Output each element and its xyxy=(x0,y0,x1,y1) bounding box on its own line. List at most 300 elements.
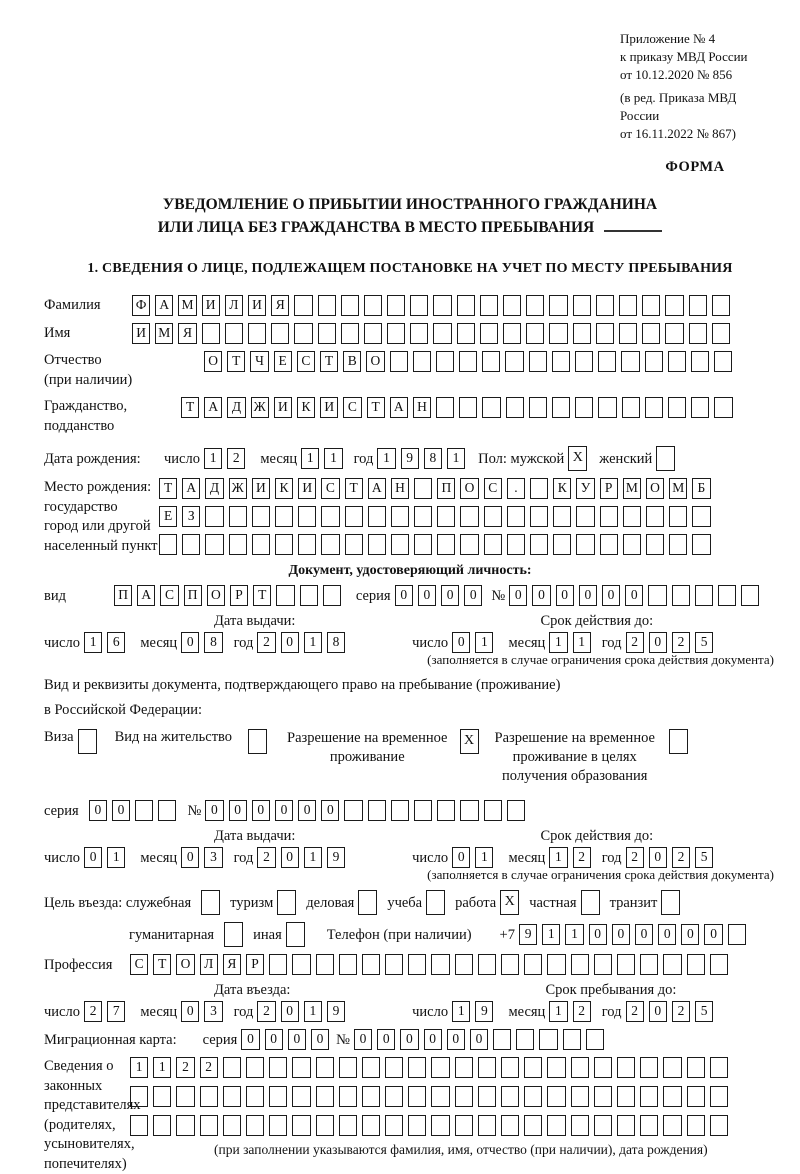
char-cell[interactable] xyxy=(294,323,312,344)
char-cell[interactable] xyxy=(600,506,618,527)
char-cell[interactable] xyxy=(269,954,287,975)
char-cell[interactable] xyxy=(526,323,544,344)
char-cell[interactable]: И xyxy=(202,295,220,316)
char-cell[interactable]: 1 xyxy=(304,1001,322,1022)
char-cell[interactable]: И xyxy=(298,478,316,499)
temp-residence-checkbox[interactable]: X xyxy=(460,729,479,754)
char-cell[interactable]: 5 xyxy=(695,632,713,653)
char-cell[interactable] xyxy=(598,351,616,372)
char-cell[interactable] xyxy=(153,1115,171,1136)
char-cell[interactable] xyxy=(493,1029,511,1050)
char-cell[interactable]: 2 xyxy=(227,448,245,469)
char-cell[interactable]: 1 xyxy=(301,448,319,469)
char-cell[interactable] xyxy=(594,954,612,975)
char-cell[interactable] xyxy=(718,585,736,606)
char-cell[interactable]: 0 xyxy=(400,1029,418,1050)
birth-month-field[interactable] xyxy=(301,448,347,469)
char-cell[interactable] xyxy=(298,534,316,555)
char-cell[interactable]: Н xyxy=(413,397,431,418)
char-cell[interactable] xyxy=(294,295,312,316)
char-cell[interactable] xyxy=(385,1057,403,1078)
char-cell[interactable]: 1 xyxy=(549,847,567,868)
char-cell[interactable] xyxy=(617,1057,635,1078)
char-cell[interactable] xyxy=(594,1057,612,1078)
name-field[interactable] xyxy=(132,323,735,344)
char-cell[interactable]: 0 xyxy=(418,585,436,606)
char-cell[interactable] xyxy=(691,351,709,372)
char-cell[interactable]: 1 xyxy=(573,632,591,653)
char-cell[interactable] xyxy=(130,1086,148,1107)
char-cell[interactable] xyxy=(292,1115,310,1136)
char-cell[interactable]: 2 xyxy=(257,1001,275,1022)
char-cell[interactable] xyxy=(619,323,637,344)
char-cell[interactable]: 0 xyxy=(441,585,459,606)
char-cell[interactable]: 0 xyxy=(452,632,470,653)
char-cell[interactable] xyxy=(622,397,640,418)
char-cell[interactable] xyxy=(687,1086,705,1107)
char-cell[interactable] xyxy=(507,506,525,527)
char-cell[interactable]: И xyxy=(248,295,266,316)
char-cell[interactable]: 1 xyxy=(549,632,567,653)
char-cell[interactable]: 3 xyxy=(204,1001,222,1022)
char-cell[interactable] xyxy=(576,534,594,555)
char-cell[interactable]: О xyxy=(207,585,225,606)
citizenship-field[interactable] xyxy=(181,397,738,418)
char-cell[interactable] xyxy=(460,506,478,527)
char-cell[interactable] xyxy=(524,1115,542,1136)
char-cell[interactable]: 0 xyxy=(377,1029,395,1050)
char-cell[interactable] xyxy=(385,1086,403,1107)
char-cell[interactable] xyxy=(691,397,709,418)
char-cell[interactable]: 2 xyxy=(200,1057,218,1078)
char-cell[interactable]: 0 xyxy=(252,800,270,821)
char-cell[interactable] xyxy=(158,800,176,821)
char-cell[interactable] xyxy=(385,1115,403,1136)
char-cell[interactable]: 2 xyxy=(626,847,644,868)
char-cell[interactable] xyxy=(665,295,683,316)
entry-day[interactable] xyxy=(84,1001,130,1022)
char-cell[interactable]: С xyxy=(484,478,502,499)
char-cell[interactable] xyxy=(687,1057,705,1078)
char-cell[interactable] xyxy=(576,506,594,527)
char-cell[interactable]: Р xyxy=(230,585,248,606)
char-cell[interactable]: 5 xyxy=(695,847,713,868)
char-cell[interactable]: 0 xyxy=(424,1029,442,1050)
char-cell[interactable] xyxy=(669,534,687,555)
char-cell[interactable]: 2 xyxy=(672,1001,690,1022)
doc-issue-day[interactable] xyxy=(84,632,130,653)
char-cell[interactable] xyxy=(159,534,177,555)
char-cell[interactable] xyxy=(642,295,660,316)
char-cell[interactable] xyxy=(529,351,547,372)
char-cell[interactable]: Ж xyxy=(229,478,247,499)
char-cell[interactable] xyxy=(530,506,548,527)
char-cell[interactable] xyxy=(663,1115,681,1136)
char-cell[interactable] xyxy=(640,1115,658,1136)
char-cell[interactable] xyxy=(640,954,658,975)
char-cell[interactable] xyxy=(345,506,363,527)
char-cell[interactable]: Б xyxy=(692,478,710,499)
char-cell[interactable] xyxy=(298,506,316,527)
char-cell[interactable]: А xyxy=(155,295,173,316)
char-cell[interactable] xyxy=(408,1057,426,1078)
char-cell[interactable] xyxy=(200,1115,218,1136)
char-cell[interactable] xyxy=(153,1086,171,1107)
char-cell[interactable] xyxy=(345,534,363,555)
char-cell[interactable] xyxy=(410,295,428,316)
char-cell[interactable]: 0 xyxy=(311,1029,329,1050)
char-cell[interactable]: Т xyxy=(159,478,177,499)
char-cell[interactable]: 0 xyxy=(84,847,102,868)
char-cell[interactable] xyxy=(368,534,386,555)
char-cell[interactable]: 1 xyxy=(452,1001,470,1022)
char-cell[interactable]: 0 xyxy=(579,585,597,606)
char-cell[interactable] xyxy=(391,506,409,527)
char-cell[interactable] xyxy=(339,1057,357,1078)
char-cell[interactable]: 0 xyxy=(241,1029,259,1050)
sex-female-checkbox[interactable] xyxy=(656,446,675,471)
char-cell[interactable] xyxy=(271,323,289,344)
char-cell[interactable]: А xyxy=(390,397,408,418)
char-cell[interactable] xyxy=(571,1115,589,1136)
profession-field[interactable] xyxy=(130,954,733,975)
char-cell[interactable] xyxy=(368,800,386,821)
char-cell[interactable] xyxy=(292,1086,310,1107)
char-cell[interactable]: С xyxy=(160,585,178,606)
char-cell[interactable] xyxy=(573,295,591,316)
char-cell[interactable]: С xyxy=(130,954,148,975)
purpose-humanitarian-checkbox[interactable] xyxy=(224,922,243,947)
char-cell[interactable] xyxy=(318,323,336,344)
char-cell[interactable] xyxy=(364,295,382,316)
char-cell[interactable] xyxy=(316,1115,334,1136)
char-cell[interactable]: 0 xyxy=(556,585,574,606)
char-cell[interactable] xyxy=(501,1115,519,1136)
char-cell[interactable]: Е xyxy=(159,506,177,527)
char-cell[interactable] xyxy=(414,478,432,499)
char-cell[interactable]: 2 xyxy=(176,1057,194,1078)
char-cell[interactable] xyxy=(714,351,732,372)
char-cell[interactable] xyxy=(410,323,428,344)
char-cell[interactable] xyxy=(484,506,502,527)
surname-field[interactable] xyxy=(132,295,735,316)
char-cell[interactable] xyxy=(516,1029,534,1050)
char-cell[interactable]: 9 xyxy=(475,1001,493,1022)
char-cell[interactable]: 0 xyxy=(229,800,247,821)
char-cell[interactable] xyxy=(459,397,477,418)
entry-year[interactable] xyxy=(257,1001,350,1022)
char-cell[interactable]: Я xyxy=(223,954,241,975)
char-cell[interactable]: 7 xyxy=(107,1001,125,1022)
char-cell[interactable]: 2 xyxy=(257,847,275,868)
char-cell[interactable] xyxy=(621,351,639,372)
char-cell[interactable] xyxy=(205,506,223,527)
char-cell[interactable]: 1 xyxy=(84,632,102,653)
patronymic-field[interactable] xyxy=(204,351,737,372)
char-cell[interactable] xyxy=(275,534,293,555)
char-cell[interactable]: 8 xyxy=(204,632,222,653)
resid-series-field[interactable] xyxy=(89,800,182,821)
char-cell[interactable] xyxy=(269,1086,287,1107)
char-cell[interactable] xyxy=(362,954,380,975)
char-cell[interactable]: 1 xyxy=(304,847,322,868)
char-cell[interactable] xyxy=(571,1057,589,1078)
char-cell[interactable]: 2 xyxy=(626,1001,644,1022)
char-cell[interactable]: 2 xyxy=(672,632,690,653)
char-cell[interactable]: М xyxy=(623,478,641,499)
visa-checkbox[interactable] xyxy=(78,729,97,754)
char-cell[interactable] xyxy=(547,1057,565,1078)
char-cell[interactable] xyxy=(549,295,567,316)
char-cell[interactable] xyxy=(712,323,730,344)
char-cell[interactable]: 0 xyxy=(658,924,676,945)
char-cell[interactable] xyxy=(431,954,449,975)
char-cell[interactable]: 2 xyxy=(573,1001,591,1022)
char-cell[interactable] xyxy=(530,534,548,555)
char-cell[interactable]: 0 xyxy=(612,924,630,945)
doc-number-field[interactable] xyxy=(509,585,764,606)
char-cell[interactable] xyxy=(547,1086,565,1107)
char-cell[interactable] xyxy=(617,1115,635,1136)
char-cell[interactable] xyxy=(594,1115,612,1136)
char-cell[interactable] xyxy=(321,534,339,555)
char-cell[interactable]: 0 xyxy=(395,585,413,606)
char-cell[interactable] xyxy=(668,351,686,372)
char-cell[interactable]: А xyxy=(137,585,155,606)
char-cell[interactable] xyxy=(524,954,542,975)
char-cell[interactable]: Р xyxy=(246,954,264,975)
resid-issue-day[interactable] xyxy=(84,847,130,868)
char-cell[interactable]: 0 xyxy=(275,800,293,821)
char-cell[interactable]: 8 xyxy=(327,632,345,653)
char-cell[interactable]: А xyxy=(182,478,200,499)
char-cell[interactable]: Т xyxy=(227,351,245,372)
char-cell[interactable]: Ж xyxy=(251,397,269,418)
char-cell[interactable] xyxy=(575,397,593,418)
char-cell[interactable] xyxy=(695,585,713,606)
char-cell[interactable]: 2 xyxy=(257,632,275,653)
char-cell[interactable] xyxy=(617,954,635,975)
char-cell[interactable] xyxy=(431,1057,449,1078)
char-cell[interactable]: О xyxy=(646,478,664,499)
char-cell[interactable] xyxy=(130,1115,148,1136)
char-cell[interactable]: 2 xyxy=(672,847,690,868)
char-cell[interactable] xyxy=(480,295,498,316)
char-cell[interactable] xyxy=(689,295,707,316)
char-cell[interactable] xyxy=(712,295,730,316)
char-cell[interactable]: 0 xyxy=(112,800,130,821)
purpose-private-checkbox[interactable] xyxy=(581,890,600,915)
char-cell[interactable] xyxy=(460,534,478,555)
char-cell[interactable] xyxy=(539,1029,557,1050)
char-cell[interactable] xyxy=(223,1086,241,1107)
char-cell[interactable] xyxy=(457,323,475,344)
char-cell[interactable]: Т xyxy=(153,954,171,975)
char-cell[interactable] xyxy=(246,1057,264,1078)
char-cell[interactable]: 0 xyxy=(681,924,699,945)
temp-residence-edu-checkbox[interactable] xyxy=(669,729,688,754)
char-cell[interactable] xyxy=(689,323,707,344)
char-cell[interactable] xyxy=(414,534,432,555)
char-cell[interactable]: 0 xyxy=(704,924,722,945)
char-cell[interactable] xyxy=(648,585,666,606)
char-cell[interactable]: 0 xyxy=(281,847,299,868)
char-cell[interactable] xyxy=(552,351,570,372)
char-cell[interactable]: 0 xyxy=(281,632,299,653)
char-cell[interactable] xyxy=(408,1086,426,1107)
char-cell[interactable] xyxy=(501,1086,519,1107)
char-cell[interactable]: 6 xyxy=(107,632,125,653)
char-cell[interactable] xyxy=(728,924,746,945)
char-cell[interactable]: 0 xyxy=(321,800,339,821)
char-cell[interactable] xyxy=(598,397,616,418)
birth-year-field[interactable] xyxy=(377,448,470,469)
resid-valid-day[interactable] xyxy=(452,847,498,868)
char-cell[interactable] xyxy=(408,1115,426,1136)
char-cell[interactable]: 0 xyxy=(470,1029,488,1050)
char-cell[interactable] xyxy=(600,534,618,555)
char-cell[interactable]: О xyxy=(204,351,222,372)
char-cell[interactable] xyxy=(672,585,690,606)
char-cell[interactable] xyxy=(391,534,409,555)
char-cell[interactable] xyxy=(484,534,502,555)
birth-place-line3[interactable] xyxy=(159,534,716,555)
char-cell[interactable] xyxy=(687,1115,705,1136)
char-cell[interactable]: Р xyxy=(600,478,618,499)
char-cell[interactable] xyxy=(436,397,454,418)
char-cell[interactable] xyxy=(344,800,362,821)
char-cell[interactable]: У xyxy=(576,478,594,499)
sex-male-checkbox[interactable]: X xyxy=(568,446,587,471)
char-cell[interactable]: И xyxy=(252,478,270,499)
char-cell[interactable]: 0 xyxy=(181,847,199,868)
char-cell[interactable]: С xyxy=(321,478,339,499)
char-cell[interactable] xyxy=(663,1086,681,1107)
birth-place-line2[interactable] xyxy=(159,506,716,527)
char-cell[interactable]: О xyxy=(176,954,194,975)
char-cell[interactable]: Т xyxy=(181,397,199,418)
char-cell[interactable]: 5 xyxy=(695,1001,713,1022)
char-cell[interactable]: 0 xyxy=(635,924,653,945)
char-cell[interactable]: И xyxy=(132,323,150,344)
phone-field[interactable] xyxy=(519,924,751,945)
mig-number-field[interactable] xyxy=(354,1029,609,1050)
char-cell[interactable]: Ч xyxy=(250,351,268,372)
char-cell[interactable] xyxy=(482,397,500,418)
char-cell[interactable] xyxy=(252,534,270,555)
purpose-official-checkbox[interactable] xyxy=(201,890,220,915)
char-cell[interactable]: 1 xyxy=(153,1057,171,1078)
stay-month[interactable] xyxy=(549,1001,595,1022)
char-cell[interactable] xyxy=(478,1115,496,1136)
char-cell[interactable] xyxy=(135,800,153,821)
char-cell[interactable] xyxy=(318,295,336,316)
char-cell[interactable]: 0 xyxy=(89,800,107,821)
char-cell[interactable]: 0 xyxy=(509,585,527,606)
char-cell[interactable] xyxy=(176,1086,194,1107)
char-cell[interactable] xyxy=(457,295,475,316)
char-cell[interactable]: П xyxy=(184,585,202,606)
char-cell[interactable] xyxy=(176,1115,194,1136)
char-cell[interactable] xyxy=(387,295,405,316)
char-cell[interactable]: П xyxy=(437,478,455,499)
char-cell[interactable]: Т xyxy=(367,397,385,418)
char-cell[interactable] xyxy=(341,323,359,344)
char-cell[interactable]: 1 xyxy=(377,448,395,469)
char-cell[interactable]: 0 xyxy=(288,1029,306,1050)
resid-valid-month[interactable] xyxy=(549,847,595,868)
char-cell[interactable]: 1 xyxy=(107,847,125,868)
char-cell[interactable] xyxy=(501,1057,519,1078)
char-cell[interactable]: 0 xyxy=(205,800,223,821)
char-cell[interactable] xyxy=(507,800,525,821)
char-cell[interactable] xyxy=(524,1057,542,1078)
char-cell[interactable]: 0 xyxy=(589,924,607,945)
char-cell[interactable]: 0 xyxy=(464,585,482,606)
char-cell[interactable]: 0 xyxy=(281,1001,299,1022)
doc-valid-year[interactable] xyxy=(626,632,719,653)
char-cell[interactable]: 0 xyxy=(181,632,199,653)
char-cell[interactable] xyxy=(341,295,359,316)
char-cell[interactable]: 1 xyxy=(475,847,493,868)
char-cell[interactable] xyxy=(276,585,294,606)
char-cell[interactable]: 1 xyxy=(447,448,465,469)
legal-reps-line3[interactable] xyxy=(130,1115,733,1136)
char-cell[interactable]: С xyxy=(343,397,361,418)
char-cell[interactable]: 0 xyxy=(649,1001,667,1022)
char-cell[interactable] xyxy=(530,478,548,499)
char-cell[interactable]: 1 xyxy=(304,632,322,653)
stay-year[interactable] xyxy=(626,1001,719,1022)
char-cell[interactable]: 9 xyxy=(401,448,419,469)
char-cell[interactable]: 0 xyxy=(625,585,643,606)
char-cell[interactable]: В xyxy=(343,351,361,372)
purpose-study-checkbox[interactable] xyxy=(426,890,445,915)
char-cell[interactable]: 2 xyxy=(573,847,591,868)
char-cell[interactable] xyxy=(431,1086,449,1107)
char-cell[interactable] xyxy=(646,506,664,527)
char-cell[interactable] xyxy=(437,800,455,821)
char-cell[interactable]: Л xyxy=(200,954,218,975)
char-cell[interactable] xyxy=(480,323,498,344)
char-cell[interactable] xyxy=(460,800,478,821)
char-cell[interactable] xyxy=(339,954,357,975)
purpose-transit-checkbox[interactable] xyxy=(661,890,680,915)
char-cell[interactable]: А xyxy=(368,478,386,499)
char-cell[interactable] xyxy=(663,1057,681,1078)
char-cell[interactable] xyxy=(321,506,339,527)
char-cell[interactable] xyxy=(225,323,243,344)
char-cell[interactable]: И xyxy=(274,397,292,418)
char-cell[interactable] xyxy=(553,506,571,527)
char-cell[interactable] xyxy=(385,954,403,975)
char-cell[interactable]: 1 xyxy=(324,448,342,469)
char-cell[interactable]: 0 xyxy=(649,632,667,653)
char-cell[interactable]: 1 xyxy=(130,1057,148,1078)
purpose-other-checkbox[interactable] xyxy=(286,922,305,947)
char-cell[interactable] xyxy=(642,323,660,344)
char-cell[interactable] xyxy=(563,1029,581,1050)
char-cell[interactable] xyxy=(362,1115,380,1136)
char-cell[interactable] xyxy=(269,1057,287,1078)
char-cell[interactable]: 0 xyxy=(181,1001,199,1022)
char-cell[interactable] xyxy=(596,323,614,344)
stay-day[interactable] xyxy=(452,1001,498,1022)
char-cell[interactable] xyxy=(269,1115,287,1136)
char-cell[interactable]: 0 xyxy=(265,1029,283,1050)
char-cell[interactable] xyxy=(623,506,641,527)
doc-issue-year[interactable] xyxy=(257,632,350,653)
